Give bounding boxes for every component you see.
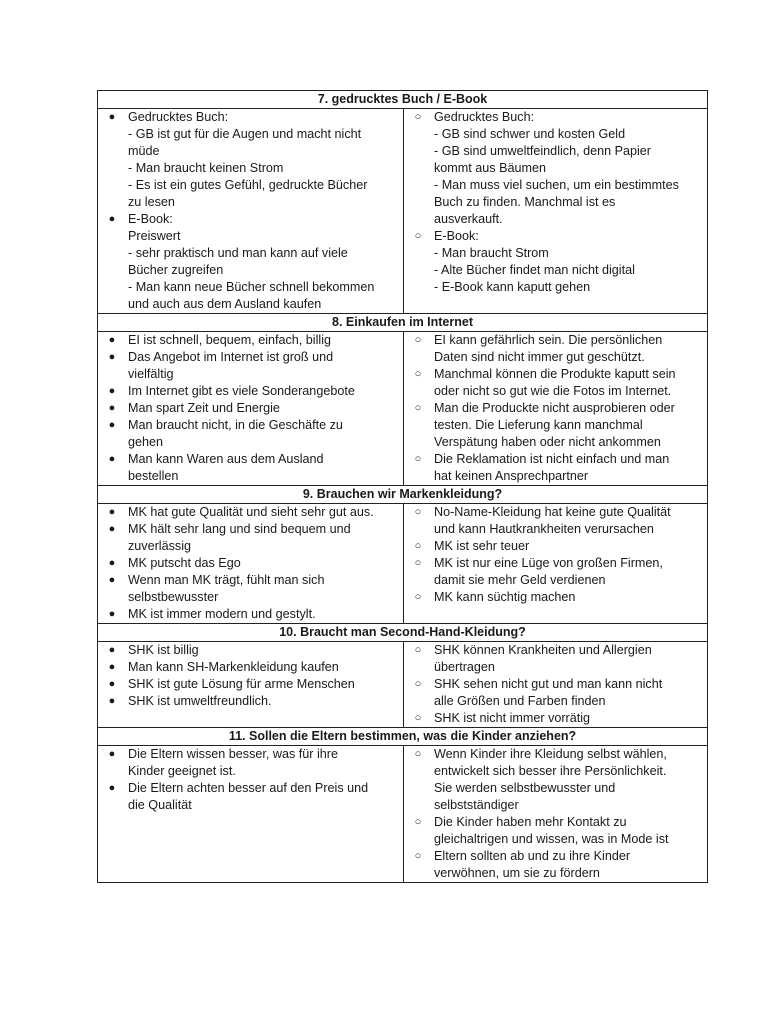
bullet-icon: ● (108, 334, 116, 346)
pro-item (98, 383, 403, 400)
item-text: No-Name-Kleidung hat keine gute Qualität und kann Hautkrankheiten verursachen (434, 505, 671, 536)
circle-bullet-icon: ○ (414, 644, 422, 656)
item-text: Im Internet gibt es viele Sonderangebote (128, 384, 355, 398)
pro-item (98, 659, 403, 676)
circle-bullet-icon: ○ (414, 557, 422, 569)
item-text: MK kann süchtig machen (434, 590, 576, 604)
contra-column (404, 109, 708, 314)
circle-bullet-icon: ○ (414, 230, 422, 242)
pro-contra-table (97, 90, 708, 883)
circle-bullet-icon: ○ (414, 850, 422, 862)
contra-column (404, 642, 708, 728)
item-text: MK hält sehr lang und sind bequem und zuverlässig (128, 522, 351, 553)
circle-bullet-icon: ○ (414, 712, 422, 724)
item-text: EI kann gefährlich sein. Die persönlichen Daten sind nicht immer gut geschützt. (434, 333, 663, 364)
circle-bullet-icon: ○ (414, 678, 422, 690)
item-text: Die Eltern achten besser auf den Preis und die Qualität (128, 781, 369, 812)
bullet-icon: ● (108, 506, 116, 518)
pro-item (98, 211, 403, 313)
section-heading: 10. Braucht man Second-Hand-Kleidung? (98, 624, 708, 642)
contra-item (404, 332, 707, 366)
pro-item (98, 109, 403, 211)
item-text: SHK sehen nicht gut und man kann nicht alle Größen und Farben finden (434, 677, 663, 708)
pro-item (98, 332, 403, 349)
item-text: MK ist sehr teuer (434, 539, 530, 553)
item-text: Man braucht nicht, in die Geschäfte zu gehen (128, 418, 343, 449)
item-text: SHK ist gute Lösung für arme Menschen (128, 677, 355, 691)
pro-list (98, 332, 403, 485)
pro-column (98, 642, 404, 728)
circle-bullet-icon: ○ (414, 453, 422, 465)
item-text: SHK ist umweltfreundlich. (128, 694, 272, 708)
pro-item (98, 400, 403, 417)
contra-item (404, 366, 707, 400)
section-heading: 11. Sollen die Eltern bestimmen, was die Kinder anziehen? (98, 728, 708, 746)
bullet-icon: ● (108, 661, 116, 673)
circle-bullet-icon: ○ (414, 591, 422, 603)
pro-column (98, 746, 404, 883)
pro-item (98, 504, 403, 521)
section-header-row (98, 314, 708, 332)
contra-item (404, 848, 707, 882)
contra-item (404, 109, 707, 228)
item-text: E-Book: - Man braucht Strom - Alte Bücher findet man nicht digital - E-Book kann kaputt gehen (434, 229, 635, 294)
bullet-icon: ● (108, 557, 116, 569)
contra-column (404, 746, 708, 883)
pro-item (98, 642, 403, 659)
pro-item (98, 349, 403, 383)
contra-item (404, 504, 707, 538)
item-text: SHK können Krankheiten und Allergien übertragen (434, 643, 652, 674)
contra-item (404, 746, 707, 814)
section-header-row (98, 728, 708, 746)
section-header-row (98, 91, 708, 109)
contra-item (404, 400, 707, 451)
circle-bullet-icon: ○ (414, 540, 422, 552)
circle-bullet-icon: ○ (414, 402, 422, 414)
bullet-icon: ● (108, 608, 116, 620)
contra-item (404, 676, 707, 710)
section-header-row (98, 486, 708, 504)
contra-list (404, 746, 707, 882)
pro-item (98, 676, 403, 693)
item-text: EI ist schnell, bequem, einfach, billig (128, 333, 332, 347)
circle-bullet-icon: ○ (414, 334, 422, 346)
pro-list (98, 746, 403, 814)
pro-item (98, 746, 403, 780)
item-text: Man die Produckte nicht ausprobieren oder testen. Die Lieferung kann manchmal Verspätung haben oder nicht ankommen (434, 401, 675, 449)
bullet-icon: ● (108, 111, 116, 123)
item-text: MK putscht das Ego (128, 556, 241, 570)
contra-item (404, 538, 707, 555)
section-body-row (98, 332, 708, 486)
bullet-icon: ● (108, 644, 116, 656)
bullet-icon: ● (108, 782, 116, 794)
bullet-icon: ● (108, 523, 116, 535)
pro-item (98, 521, 403, 555)
section-heading: 8. Einkaufen im Internet (98, 314, 708, 332)
bullet-icon: ● (108, 419, 116, 431)
item-text: Man kann SH-Markenkleidung kaufen (128, 660, 339, 674)
contra-item (404, 814, 707, 848)
contra-item (404, 451, 707, 485)
contra-column (404, 332, 708, 486)
circle-bullet-icon: ○ (414, 748, 422, 760)
contra-list (404, 504, 707, 606)
section-heading: 7. gedrucktes Buch / E-Book (98, 91, 708, 109)
section-body-row (98, 746, 708, 883)
pro-column (98, 504, 404, 624)
item-text: Eltern sollten ab und zu ihre Kinder verwöhnen, um sie zu fördern (434, 849, 631, 880)
section-body-row (98, 109, 708, 314)
circle-bullet-icon: ○ (414, 506, 422, 518)
item-text: SHK ist nicht immer vorrätig (434, 711, 591, 725)
bullet-icon: ● (108, 402, 116, 414)
bullet-icon: ● (108, 678, 116, 690)
pro-list (98, 109, 403, 313)
pro-item (98, 555, 403, 572)
item-text: MK ist immer modern und gestylt. (128, 607, 316, 621)
item-text: E-Book: Preiswert - sehr praktisch und man kann auf viele Bücher zugreifen - Man kann neue Bücher schnell bekommen und auch aus dem Ausland kaufen (128, 212, 375, 311)
bullet-icon: ● (108, 695, 116, 707)
section-body-row (98, 642, 708, 728)
bullet-icon: ● (108, 748, 116, 760)
pro-item (98, 693, 403, 710)
contra-list (404, 332, 707, 485)
pro-list (98, 504, 403, 623)
contra-item (404, 555, 707, 589)
pro-column (98, 109, 404, 314)
contra-item (404, 710, 707, 727)
circle-bullet-icon: ○ (414, 816, 422, 828)
bullet-icon: ● (108, 213, 116, 225)
contra-column (404, 504, 708, 624)
pro-item (98, 780, 403, 814)
item-text: Die Reklamation ist nicht einfach und man hat keinen Ansprechpartner (434, 452, 670, 483)
pro-column (98, 332, 404, 486)
pro-item (98, 572, 403, 606)
item-text: SHK ist billig (128, 643, 199, 657)
item-text: Wenn man MK trägt, fühlt man sich selbstbewusster (128, 573, 325, 604)
pro-list (98, 642, 403, 710)
item-text: MK hat gute Qualität und sieht sehr gut aus. (128, 505, 374, 519)
section-heading: 9. Brauchen wir Markenkleidung? (98, 486, 708, 504)
circle-bullet-icon: ○ (414, 368, 422, 380)
item-text: Das Angebot im Internet ist groß und vielfältig (128, 350, 334, 381)
circle-bullet-icon: ○ (414, 111, 422, 123)
item-text: Wenn Kinder ihre Kleidung selbst wählen, entwickelt sich besser ihre Persönlichkeit. Sie werden selbstbewusster und selbstständiger (434, 747, 667, 812)
item-text: Man spart Zeit und Energie (128, 401, 280, 415)
pro-item (98, 451, 403, 485)
bullet-icon: ● (108, 385, 116, 397)
item-text: Manchmal können die Produkte kaputt sein oder nicht so gut wie die Fotos im Internet. (434, 367, 676, 398)
item-text: MK ist nur eine Lüge von großen Firmen, damit sie mehr Geld verdienen (434, 556, 663, 587)
item-text: Die Kinder haben mehr Kontakt zu gleichaltrigen und wissen, was in Mode ist (434, 815, 669, 846)
section-header-row (98, 624, 708, 642)
item-text: Man kann Waren aus dem Ausland bestellen (128, 452, 324, 483)
item-text: Die Eltern wissen besser, was für ihre Kinder geeignet ist. (128, 747, 338, 778)
contra-item (404, 642, 707, 676)
contra-list (404, 642, 707, 727)
contra-item (404, 589, 707, 606)
bullet-icon: ● (108, 453, 116, 465)
item-text: Gedrucktes Buch: - GB sind schwer und kosten Geld - GB sind umweltfeindlich, denn Papier kommt aus Bäumen - Man muss viel suchen, um ein bestimmtes Buch zu finden. Manchmal ist es ausverkauft. (434, 110, 679, 226)
contra-list (404, 109, 707, 296)
item-text: Gedrucktes Buch: - GB ist gut für die Augen und macht nicht müde - Man braucht keinen Strom - Es ist ein gutes Gefühl, gedruckte Bücher zu lesen (128, 110, 368, 209)
section-body-row (98, 504, 708, 624)
bullet-icon: ● (108, 351, 116, 363)
contra-item (404, 228, 707, 296)
pro-item (98, 606, 403, 623)
bullet-icon: ● (108, 574, 116, 586)
pro-item (98, 417, 403, 451)
